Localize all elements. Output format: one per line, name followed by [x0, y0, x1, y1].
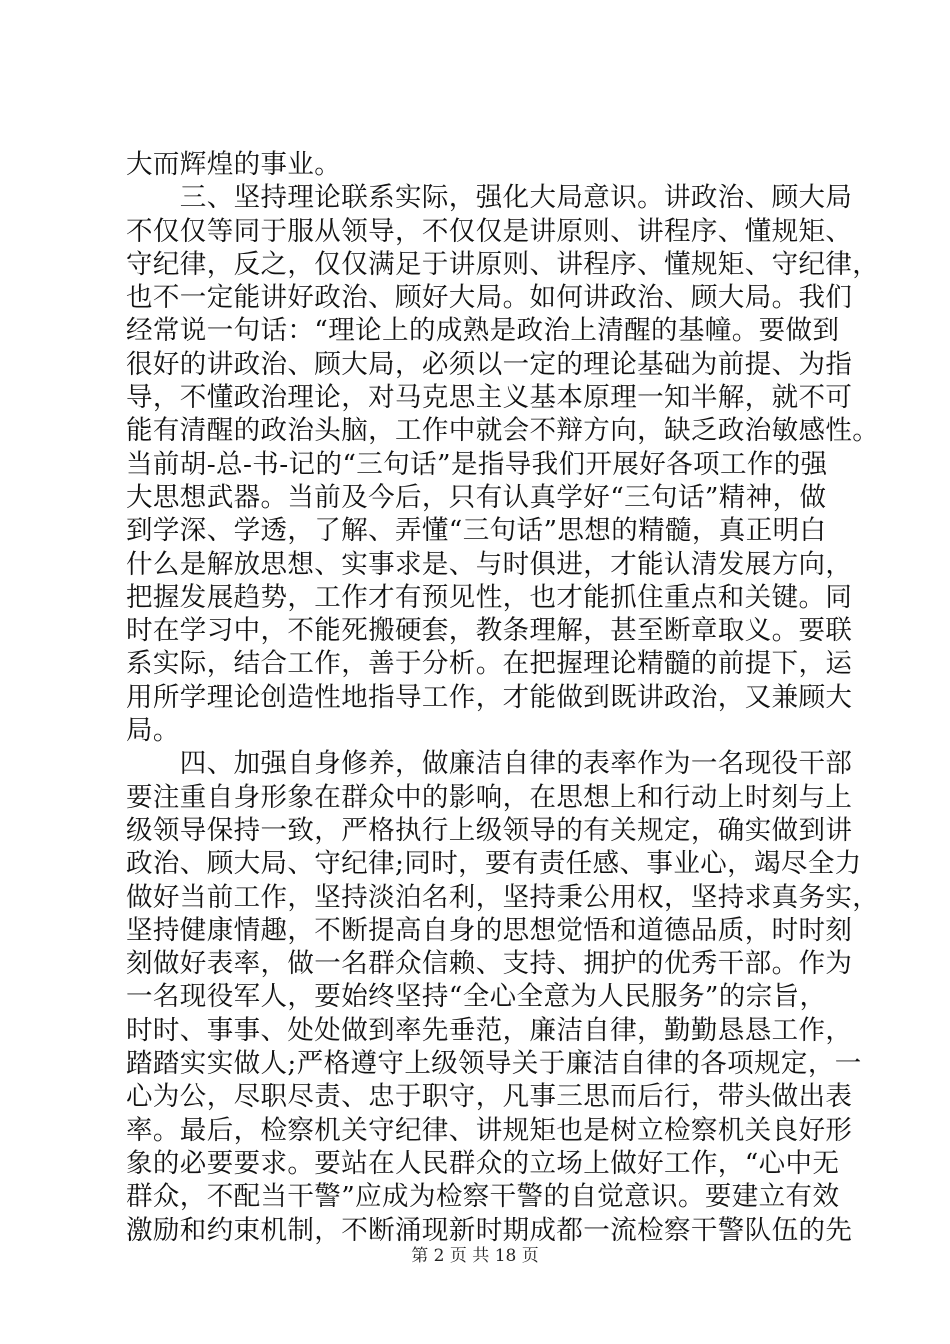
text-line: 到学深、学透，了解、弄懂“三句话”思想的精髓，真正明白 [126, 515, 827, 547]
text-line: 三、坚持理论联系实际，强化大局意识。讲政治、顾大局 [126, 182, 853, 214]
text-line: 时在学习中，不能死搬硬套，教条理解，甚至断章取义。要联 [126, 615, 853, 647]
text-line: 导，不懂政治理论，对马克思主义基本原理一知半解，就不可 [126, 382, 853, 414]
text-line: 系实际，结合工作，善于分析。在把握理论精髓的前提下，运 [126, 648, 853, 680]
text-line: 时时、事事、处处做到率先垂范，廉洁自律，勤勤恳恳工作， [126, 1014, 853, 1046]
text-line: 一名现役军人，要始终坚持“全心全意为人民服务”的宗旨， [126, 981, 827, 1013]
page-number-footer: 第 2 页 共 18 页 [411, 1246, 539, 1266]
text-line: 守纪律，反之，仅仅满足于讲原则、讲程序、懂规矩、守纪律， [126, 248, 880, 280]
text-line: 能有清醒的政治头脑，工作中就会不辩方向，缺乏政治敏感性。 [126, 415, 880, 447]
text-line: 象的必要要求。要站在人民群众的立场上做好工作，“心中无 [126, 1147, 840, 1179]
text-line: 政治、顾大局、守纪律;同时，要有责任感、事业心，竭尽全力 [126, 848, 862, 880]
text-line: 大思想武器。当前及今后，只有认真学好“三句话”精神，做 [126, 481, 827, 513]
text-line: 大而辉煌的事业。 [126, 149, 342, 180]
text-line: 也不一定能讲好政治、顾好大局。如何讲政治、顾大局。我们 [126, 282, 853, 314]
text-line: 率。最后，检察机关守纪律、讲规矩也是树立检察机关良好形 [126, 1114, 853, 1146]
text-line: 踏踏实实做人;严格遵守上级领导关于廉洁自律的各项规定，一 [126, 1048, 862, 1080]
text-line: 级领导保持一致，严格执行上级领导的有关规定，确实做到讲 [126, 814, 853, 846]
text-line: 什么是解放思想、实事求是、与时俱进，才能认清发展方向， [126, 548, 853, 580]
text-line: 不仅仅等同于服从领导，不仅仅是讲原则、讲程序、懂规矩、 [126, 215, 853, 247]
text-line: 经常说一句话：“理论上的成熟是政治上清醒的基幢。要做到 [126, 315, 840, 347]
text-line: 当前胡-总-书-记的“三句话”是指导我们开展好各项工作的强 [126, 448, 828, 480]
text-line: 坚持健康情趣，不断提高自身的思想觉悟和道德品质，时时刻 [126, 914, 853, 946]
text-line: 很好的讲政治、顾大局，必须以一定的理论基础为前提、为指 [126, 348, 853, 380]
text-line: 局。 [126, 715, 180, 747]
body-text [126, 148, 880, 1247]
text-line: 做好当前工作，坚持淡泊名利，坚持秉公用权，坚持求真务实， [126, 881, 880, 913]
text-line: 用所学理论创造性地指导工作，才能做到既讲政治，又兼顾大 [126, 681, 853, 713]
text-line: 群众，不配当干警”应成为检察干警的自觉意识。要建立有效 [126, 1181, 840, 1213]
text-line: 要注重自身形象在群众中的影响，在思想上和行动上时刻与上 [126, 781, 853, 813]
text-line: 刻做好表率，做一名群众信赖、支持、拥护的优秀干部。作为 [126, 948, 853, 980]
text-line: 激励和约束机制，不断涌现新时期成都一流检察干警队伍的先 [126, 1214, 853, 1246]
text-line: 四、加强自身修养，做廉洁自律的表率作为一名现役干部 [126, 748, 853, 780]
text-line: 把握发展趋势，工作才有预见性，也才能抓住重点和关键。同 [126, 581, 853, 613]
text-line: 心为公，尽职尽责、忠于职守，凡事三思而后行，带头做出表 [126, 1081, 853, 1113]
